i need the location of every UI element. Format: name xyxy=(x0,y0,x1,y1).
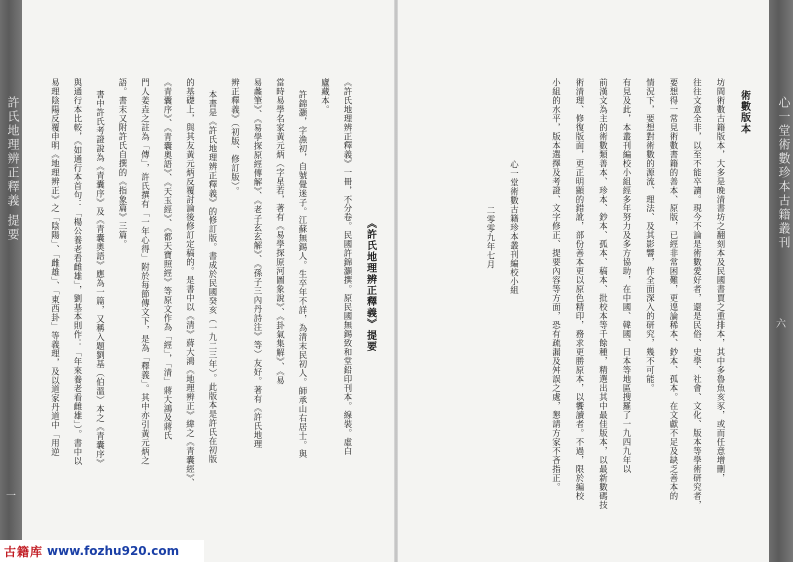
text-column: 當時易學名家黃元炳（字星若，著有《易學探原河圖象說》、《卦氣集解》、《易 xyxy=(275,78,286,385)
text-column: 廬藏本。 xyxy=(320,78,331,114)
section-heading: 《許氏地理辨正釋義》提要 xyxy=(364,218,376,353)
right-band-title: 心一堂術數珍本古籍叢刊 xyxy=(777,96,791,250)
right-page-number: 六 xyxy=(776,319,786,330)
text-column: 語。書末又附許氏自撰的《指象篇》三篇。 xyxy=(118,78,128,249)
right-margin-band xyxy=(769,0,793,562)
text-column: 有見及此，本叢刊編校小組經多年努力及多方協助，在中國、韓國、日本等地區搜羅了一九四九年以 xyxy=(622,78,632,474)
text-column: 術清理、修復版面，更正明顯的錯訛，部份善本更以原色精印，務求更勝原本，以饗讀者。不過，限於編校 xyxy=(575,78,585,501)
left-margin-band xyxy=(0,0,22,562)
text-column: 要想得一常見術數書籍的善本、原版，已經非常困難，更遑論稀本、鈔本、孤本。在文獻不足及缺乏善本的 xyxy=(669,78,679,501)
text-column: 的基礎上，與其友黃元炳反覆討論後修訂定稿的。是書中以《清》蔣大鴻《地理辨正》緯之《青囊經》、 xyxy=(185,78,196,488)
text-column: 情況下，要想對術數的源流、理法、及其影響，作全面深入的研究，幾不可能。 xyxy=(645,78,656,393)
text-column: 許錦灝，字漁初，自號覺迷子。江蘇無錫人。生卒年不詳，為清末民初人。師承山右居士。與 xyxy=(298,90,308,459)
text-column: 前漢文為主的術數類善本、珍本、鈔本、孤本、稿本、批校本等千餘種，精選出其中最佳版本，以最新數碼技 xyxy=(598,78,609,510)
left-band-title: 許氏地理辨正釋義 提要 xyxy=(6,96,20,242)
text-column: 易蠡筆》、《易學探原經傳解》、《老子玄玄解》、《孫子三內丹詩注》等）友好。著有《許氏地理 xyxy=(253,78,263,449)
site-logo-name[interactable]: 古籍库 xyxy=(4,544,44,559)
text-column: 與通行本比較，《如通行本首句：「楊公養老看雌雄」，劉基本則作：「年來養老看雌雄」）。書中以 xyxy=(73,78,83,466)
text-column: 心一堂術數古籍珍本叢刊編校小組 xyxy=(509,160,520,295)
text-column: 書中許氏考證說為《青囊序》及《青囊奧語》應為一篇，又稱入題劉基（伯溫）本之《青囊序》 xyxy=(95,90,106,468)
section-heading: 術數版本 xyxy=(738,90,750,135)
text-column: 本書是《許氏地理辨正釋義》的修訂版。書成於民國癸亥（一九二三年）。此版本是許氏在初版 xyxy=(208,90,218,464)
left-page xyxy=(22,0,394,562)
text-column: 《青囊序》、《青囊奧語》、《天玉經》、《都天寶照經》等原文作為「經」，「清」蔣大鴻及蔣氏 xyxy=(163,78,173,440)
text-column: 辨正釋義》（初版、修訂版）。 xyxy=(230,78,241,196)
right-page xyxy=(398,0,769,562)
site-url-link[interactable]: www.fozhu920.com xyxy=(47,544,180,558)
text-column: 小組的水平，版本選擇及考證、文字修正、提要內容等方面，恐有疏漏及舛誤之處，懇請方家不吝指正。 xyxy=(551,78,562,492)
text-column: 門人姜垚之註為「傳」，許氏撰有「一年心得」附於每節傳文下，是為「釋義」。其中亦引黃元炳之 xyxy=(140,78,151,466)
left-page-number: 一 xyxy=(6,491,16,502)
text-column: 《許氏地理辨正釋義》一冊，不分卷。民國許錦灝撰。原民國無錫致和堂鉛印刊本。線裝。虛白 xyxy=(343,78,353,456)
site-footer[interactable] xyxy=(0,540,204,562)
text-column: 易理陰陽反覆申明《地理辨正》之「陰陽」、「雌雄」、「東西卦」等義理，及以道家丹道中「用逆 xyxy=(50,78,61,457)
text-column: 二零零九年七月 xyxy=(486,206,496,269)
text-column: 往往文意全非，以至不能卒讀。現今不論是術數愛好者，還是民俗、史學、社會、文化、版本等學術研究者， xyxy=(692,78,703,510)
text-column: 坊間術數古籍版本，大多是晚清書坊之翻刻本及民國書賈之重排本，其中多魯魚亥豕，或而任意增刪， xyxy=(716,78,726,483)
